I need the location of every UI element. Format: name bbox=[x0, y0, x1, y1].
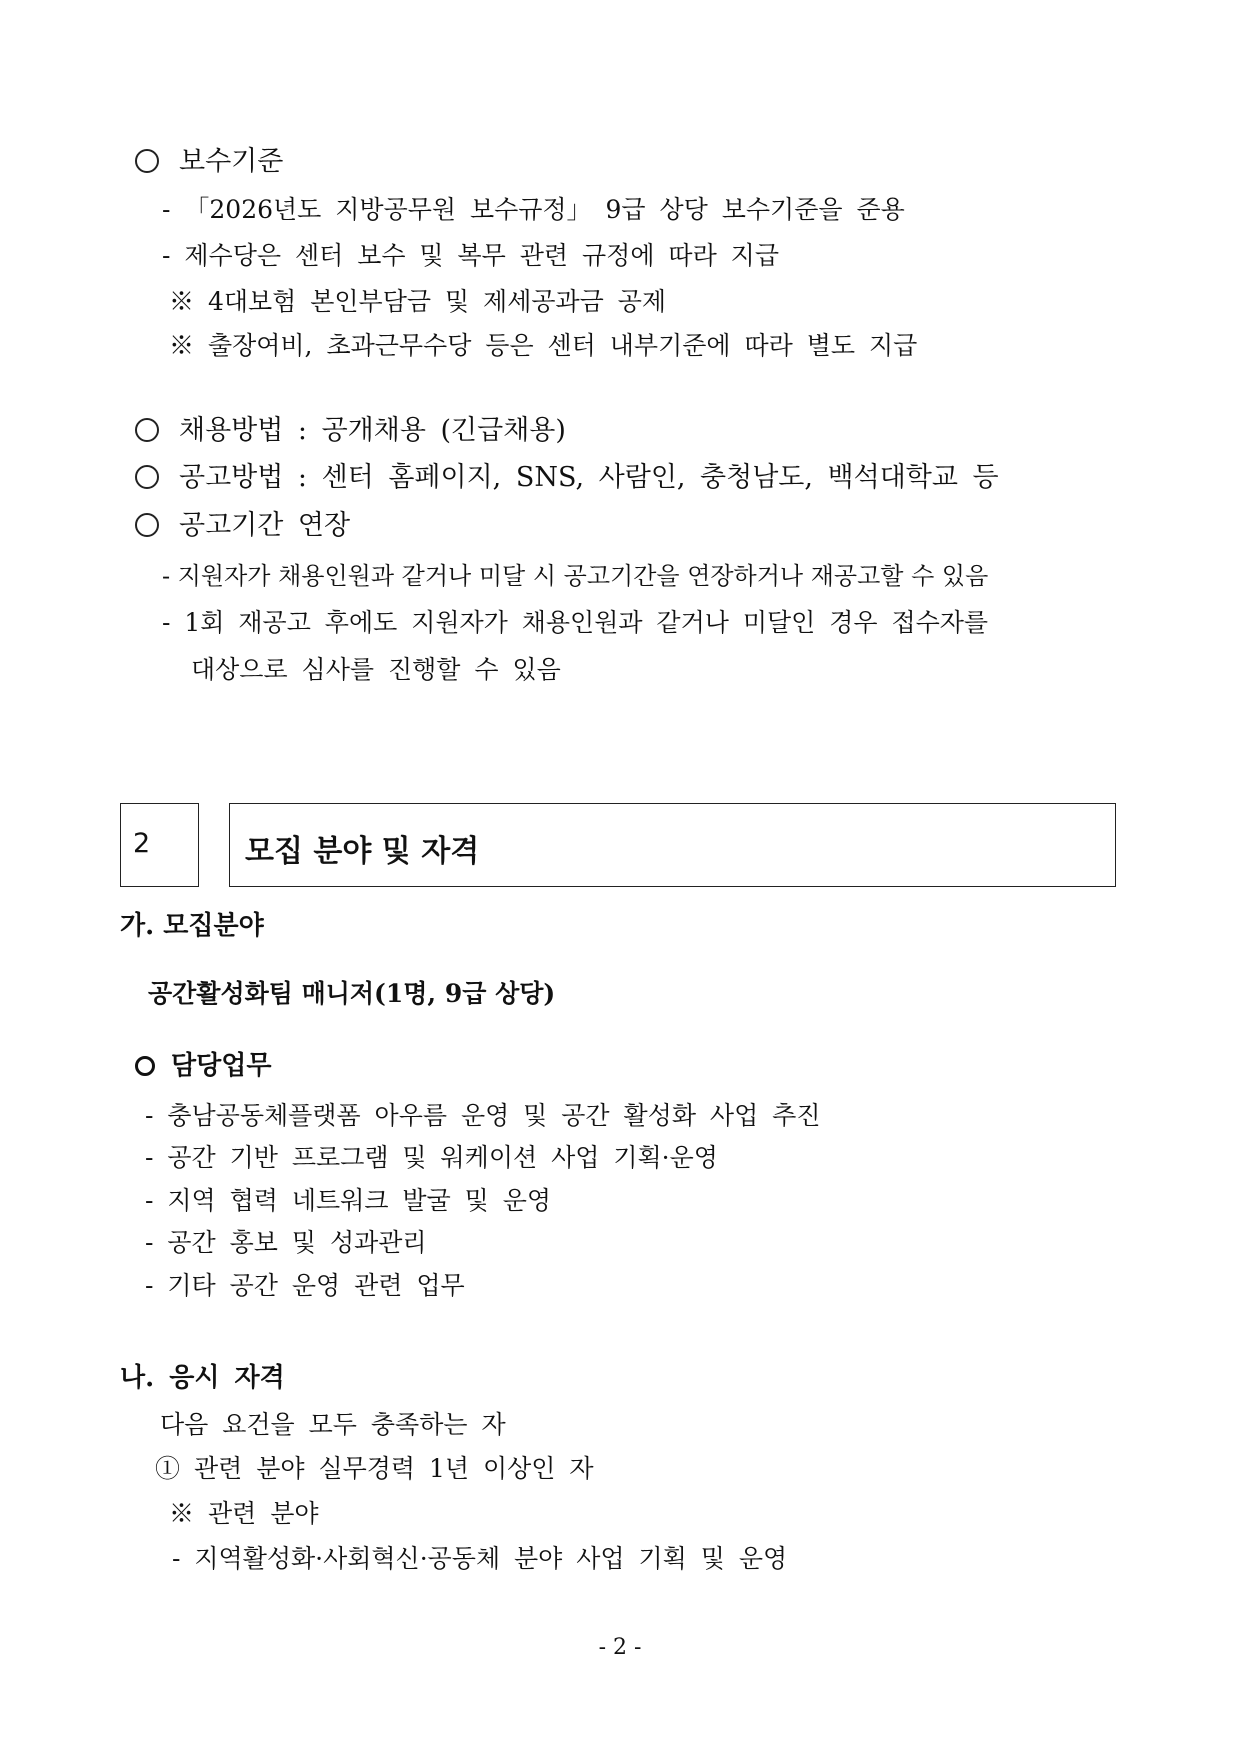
hiring-method: 채용방법 : 공개채용 (긴급채용) bbox=[135, 415, 566, 447]
duty-item: - 충남공동체플랫폼 아우름 운영 및 공간 활성화 사업 추진 bbox=[145, 1101, 821, 1130]
circle-bullet-icon bbox=[135, 149, 159, 173]
extension-item: - 1회 재공고 후에도 지원자가 채용인원과 같거나 미달인 경우 접수자를 bbox=[162, 608, 989, 637]
qualification-detail: - 지역활성화·사회혁신·공동체 분야 사업 기획 및 운영 bbox=[172, 1544, 788, 1573]
field-heading: 가. 모집분야 bbox=[120, 911, 264, 941]
pay-item: - 제수당은 센터 보수 및 복무 관련 규정에 따라 지급 bbox=[162, 241, 779, 270]
extension-heading: 공고기간 연장 bbox=[135, 510, 350, 542]
pay-item: - 「2026년도 지방공무원 보수규정」 9급 상당 보수기준을 준용 bbox=[162, 195, 905, 224]
qualification-heading: 나. 응시 자격 bbox=[120, 1363, 285, 1393]
pay-heading: 보수기준 bbox=[135, 146, 283, 178]
duty-item: - 지역 협력 네트워크 발굴 및 운영 bbox=[145, 1186, 552, 1215]
section-number-box bbox=[120, 803, 199, 887]
notice-method: 공고방법 : 센터 홈페이지, SNS, 사람인, 충청남도, 백석대학교 등 bbox=[135, 462, 999, 494]
circle-bullet-icon bbox=[135, 1056, 155, 1076]
extension-item: - 지원자가 채용인원과 같거나 미달 시 공고기간을 연장하거나 재공고할 수 있음 bbox=[162, 562, 989, 590]
circle-bullet-icon bbox=[135, 465, 159, 489]
section-number: 2 bbox=[133, 828, 151, 859]
qualification-item: ① 관련 분야 실무경력 1년 이상인 자 bbox=[155, 1454, 594, 1483]
duty-item: - 공간 기반 프로그램 및 워케이션 사업 기획·운영 bbox=[145, 1143, 718, 1172]
position-title: 공간활성화팀 매니저(1명, 9급 상당) bbox=[148, 979, 556, 1008]
section-title-box bbox=[229, 803, 1116, 887]
circle-bullet-icon bbox=[135, 513, 159, 537]
extension-item-cont: 대상으로 심사를 진행할 수 있음 bbox=[191, 655, 561, 684]
duty-item: - 공간 홍보 및 성과관리 bbox=[145, 1228, 427, 1257]
duties-heading: 담당업무 bbox=[135, 1050, 271, 1082]
duty-item: - 기타 공간 운영 관련 업무 bbox=[145, 1271, 465, 1300]
pay-note: ※ 4대보험 본인부담금 및 제세공과금 공제 bbox=[169, 287, 667, 316]
pay-note: ※ 출장여비, 초과근무수당 등은 센터 내부기준에 따라 별도 지급 bbox=[169, 331, 918, 360]
section-title: 모집 분야 및 자격 bbox=[245, 834, 480, 869]
qualification-intro: 다음 요건을 모두 충족하는 자 bbox=[160, 1410, 506, 1439]
page-number: - 2 - bbox=[598, 1635, 642, 1660]
qualification-note: ※ 관련 분야 bbox=[169, 1499, 319, 1528]
circle-bullet-icon bbox=[135, 418, 159, 442]
